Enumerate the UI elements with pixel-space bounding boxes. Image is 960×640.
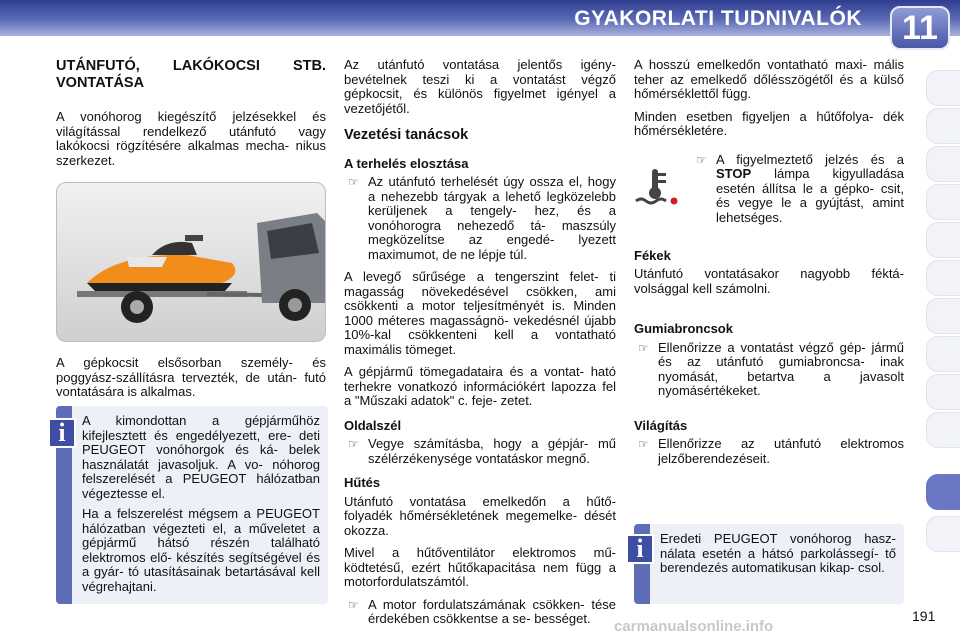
car-towing-jetski-icon xyxy=(57,183,326,342)
pointing-hand-icon: ☞ xyxy=(696,152,707,167)
chapter-tab-strip xyxy=(926,70,960,570)
warning-text-post: lámpa kigyulladása esetén állítsa le a gépko- csit, és vegye le a gyújtást, amint lehetséges. xyxy=(716,166,904,225)
watermark: carmanualsonline.info xyxy=(614,618,774,635)
chapter-tab[interactable] xyxy=(926,70,960,106)
info-box-text xyxy=(660,532,896,582)
bullet-item xyxy=(344,598,616,627)
column-3 xyxy=(634,58,904,474)
cooling-paragraph: Utánfutó vontatása emelkedőn a hűtő- folyadék hőmérsékletének megemelke- dését okozza. xyxy=(344,493,616,538)
chapter-tab[interactable] xyxy=(926,260,960,296)
info-box-parking-aid xyxy=(634,524,904,604)
chapter-tab[interactable] xyxy=(926,146,960,182)
pointing-hand-icon: ☞ xyxy=(638,340,649,355)
towing-illustration xyxy=(56,182,326,342)
page-header xyxy=(0,0,960,52)
slope-paragraph: A hosszú emelkedőn vontatható maxi- mális teher az emelkedő dőlésszögétől és a külső hőmérséklettől függ. xyxy=(634,57,904,101)
bullet-item xyxy=(634,341,904,399)
warning-text-pre: A figyelmeztető jelzés és a xyxy=(716,151,904,167)
warning-block xyxy=(634,153,904,239)
chapter-title: GYAKORLATI TUDNIVALÓK xyxy=(574,7,862,30)
coolant-paragraph: Minden esetben figyeljen a hűtőfolya- dék hőmérsékletére. xyxy=(634,108,904,138)
pointing-hand-icon: ☞ xyxy=(348,597,359,612)
warning-bullet xyxy=(692,153,904,226)
pointing-hand-icon: ☞ xyxy=(348,437,359,451)
bullet-text: Vegye számításba, hogy a gépjár- mű szélérzékenysége vontatáskor megnő. xyxy=(368,436,616,466)
chapter-tab[interactable] xyxy=(926,374,960,410)
subsection-title-cooling: Hűtés xyxy=(344,475,381,490)
chapter-tab[interactable] xyxy=(926,184,960,220)
bullet-item xyxy=(344,175,616,262)
column-1 xyxy=(56,58,326,408)
altitude-paragraph: A levegő sűrűsége a tengerszint felet- ti magasság növekedésével csökken, ami csökkenti a motor teljesítményét is. Minden 1000 méteres magasságnö- vekedésnél újabb 10%-kal csökkenteni kell a vontatható maximális tömeget. xyxy=(344,269,616,357)
bullet-text: Ellenőrizze a vontatást végző gép- jármű és az utánfutó gumiabroncsa- inak nyomását, betartva a javasolt nyomásértékeket. xyxy=(658,339,904,398)
section-title: Vezetési tanácsok xyxy=(344,127,469,143)
coolant-temperature-warning-icon xyxy=(634,165,678,209)
info-icon: i xyxy=(626,534,654,564)
info-paragraph: A kimondottan a gépjárműhöz kifejlesztett és engedélyezett, ere- deti PEUGEOT vonóhorgok és ká- belek használatát javasoljuk. A vo- nóhorog felszerelését a PEUGEOT hálózatban végeztesse el. xyxy=(82,413,320,501)
info-icon: i xyxy=(48,418,76,448)
chapter-number-badge: 11 xyxy=(890,6,950,50)
pointing-hand-icon: ☞ xyxy=(348,175,359,189)
subsection-title-lights: Világítás xyxy=(634,417,688,433)
subsection-title-wind: Oldalszél xyxy=(344,417,402,433)
intro-paragraph: A vonóhorog kiegészítő jelzésekkel és világítással rendelkező utánfutó vagy lakókocsi rögzítésére alkalmas mecha- nikus szerkezet. xyxy=(56,109,326,168)
stop-label: STOP xyxy=(716,166,752,181)
chapter-tab[interactable] xyxy=(926,298,960,334)
data-reference-paragraph: A gépjármű tömegadataira és a vontat- ható terhekre vonatkozó információkért lapozza fel a "Műszaki adatok" c. feje- zetet. xyxy=(344,364,616,408)
bullet-text: Az utánfutó terhelését úgy ossza el, hogy a nehezebb tárgyak a lehető legközelebb kerüljenek a tengely- hez, és a vonóhorogra nehezedő tá- maszsúly megközelítse az engedé- lyezett maximumot, de ne lépje túl. xyxy=(368,174,616,262)
bullet-text: A motor fordulatszámának csökken- tése érdekében csökkentse a se- bességet. xyxy=(368,596,616,626)
bullet-item xyxy=(344,437,616,466)
chapter-tab[interactable] xyxy=(926,336,960,372)
section-main-title: UTÁNFUTÓ, LAKÓKOCSI STB. VONTATÁSA xyxy=(56,58,326,91)
info-box-towbar xyxy=(56,406,328,604)
intro-paragraph: Az utánfutó vontatása jelentős igény- bevételnek teszi ki a vontatást végző gépkocsit, és különös figyelmet igényel a vezetőjétől. xyxy=(344,57,616,116)
info-paragraph: Ha a felszerelést mégsem a PEUGEOT hálózatban végezteti el, a műveletet a gépjármű hátsó részén található elektromos elő- készítés segítségével és a gyár- tó utasításainak betartásával kell végrehajtani. xyxy=(82,506,320,594)
info-paragraph: Eredeti PEUGEOT vonóhorog hasz- nálata esetén a hátsó parkolássegí- tő berendezés automatikusan kikap- csol. xyxy=(660,531,896,575)
info-box-text xyxy=(82,414,320,600)
chapter-tab[interactable] xyxy=(926,516,960,552)
subsection-title-brakes: Fékek xyxy=(634,247,671,263)
brakes-paragraph: Utánfutó vontatásakor nagyobb féktá- volsággal kell számolni. xyxy=(634,266,904,296)
bullet-item xyxy=(634,437,904,466)
usage-paragraph: A gépkocsit elsősorban személy- és poggyász-szállításra tervezték, de után- futó vontatására is alkalmas. xyxy=(56,355,326,399)
subsection-title-load: A terhelés elosztása xyxy=(344,155,469,171)
subsection-title-tyres: Gumiabroncsok xyxy=(634,321,733,336)
cooling-paragraph: Mivel a hűtőventilátor elektromos mű- ködtetésű, ezért hűtőkapacitása nem függ a motorfordulatszámtól. xyxy=(344,545,616,589)
chapter-tab[interactable] xyxy=(926,412,960,448)
page-number: 191 xyxy=(912,608,936,624)
bullet-text: Ellenőrizze az utánfutó elektromos jelzőberendezéseit. xyxy=(658,436,904,466)
column-2 xyxy=(344,58,616,635)
pointing-hand-icon: ☞ xyxy=(638,437,649,451)
chapter-tab[interactable] xyxy=(926,108,960,144)
chapter-tab-active[interactable] xyxy=(926,474,960,510)
chapter-tab[interactable] xyxy=(926,222,960,258)
